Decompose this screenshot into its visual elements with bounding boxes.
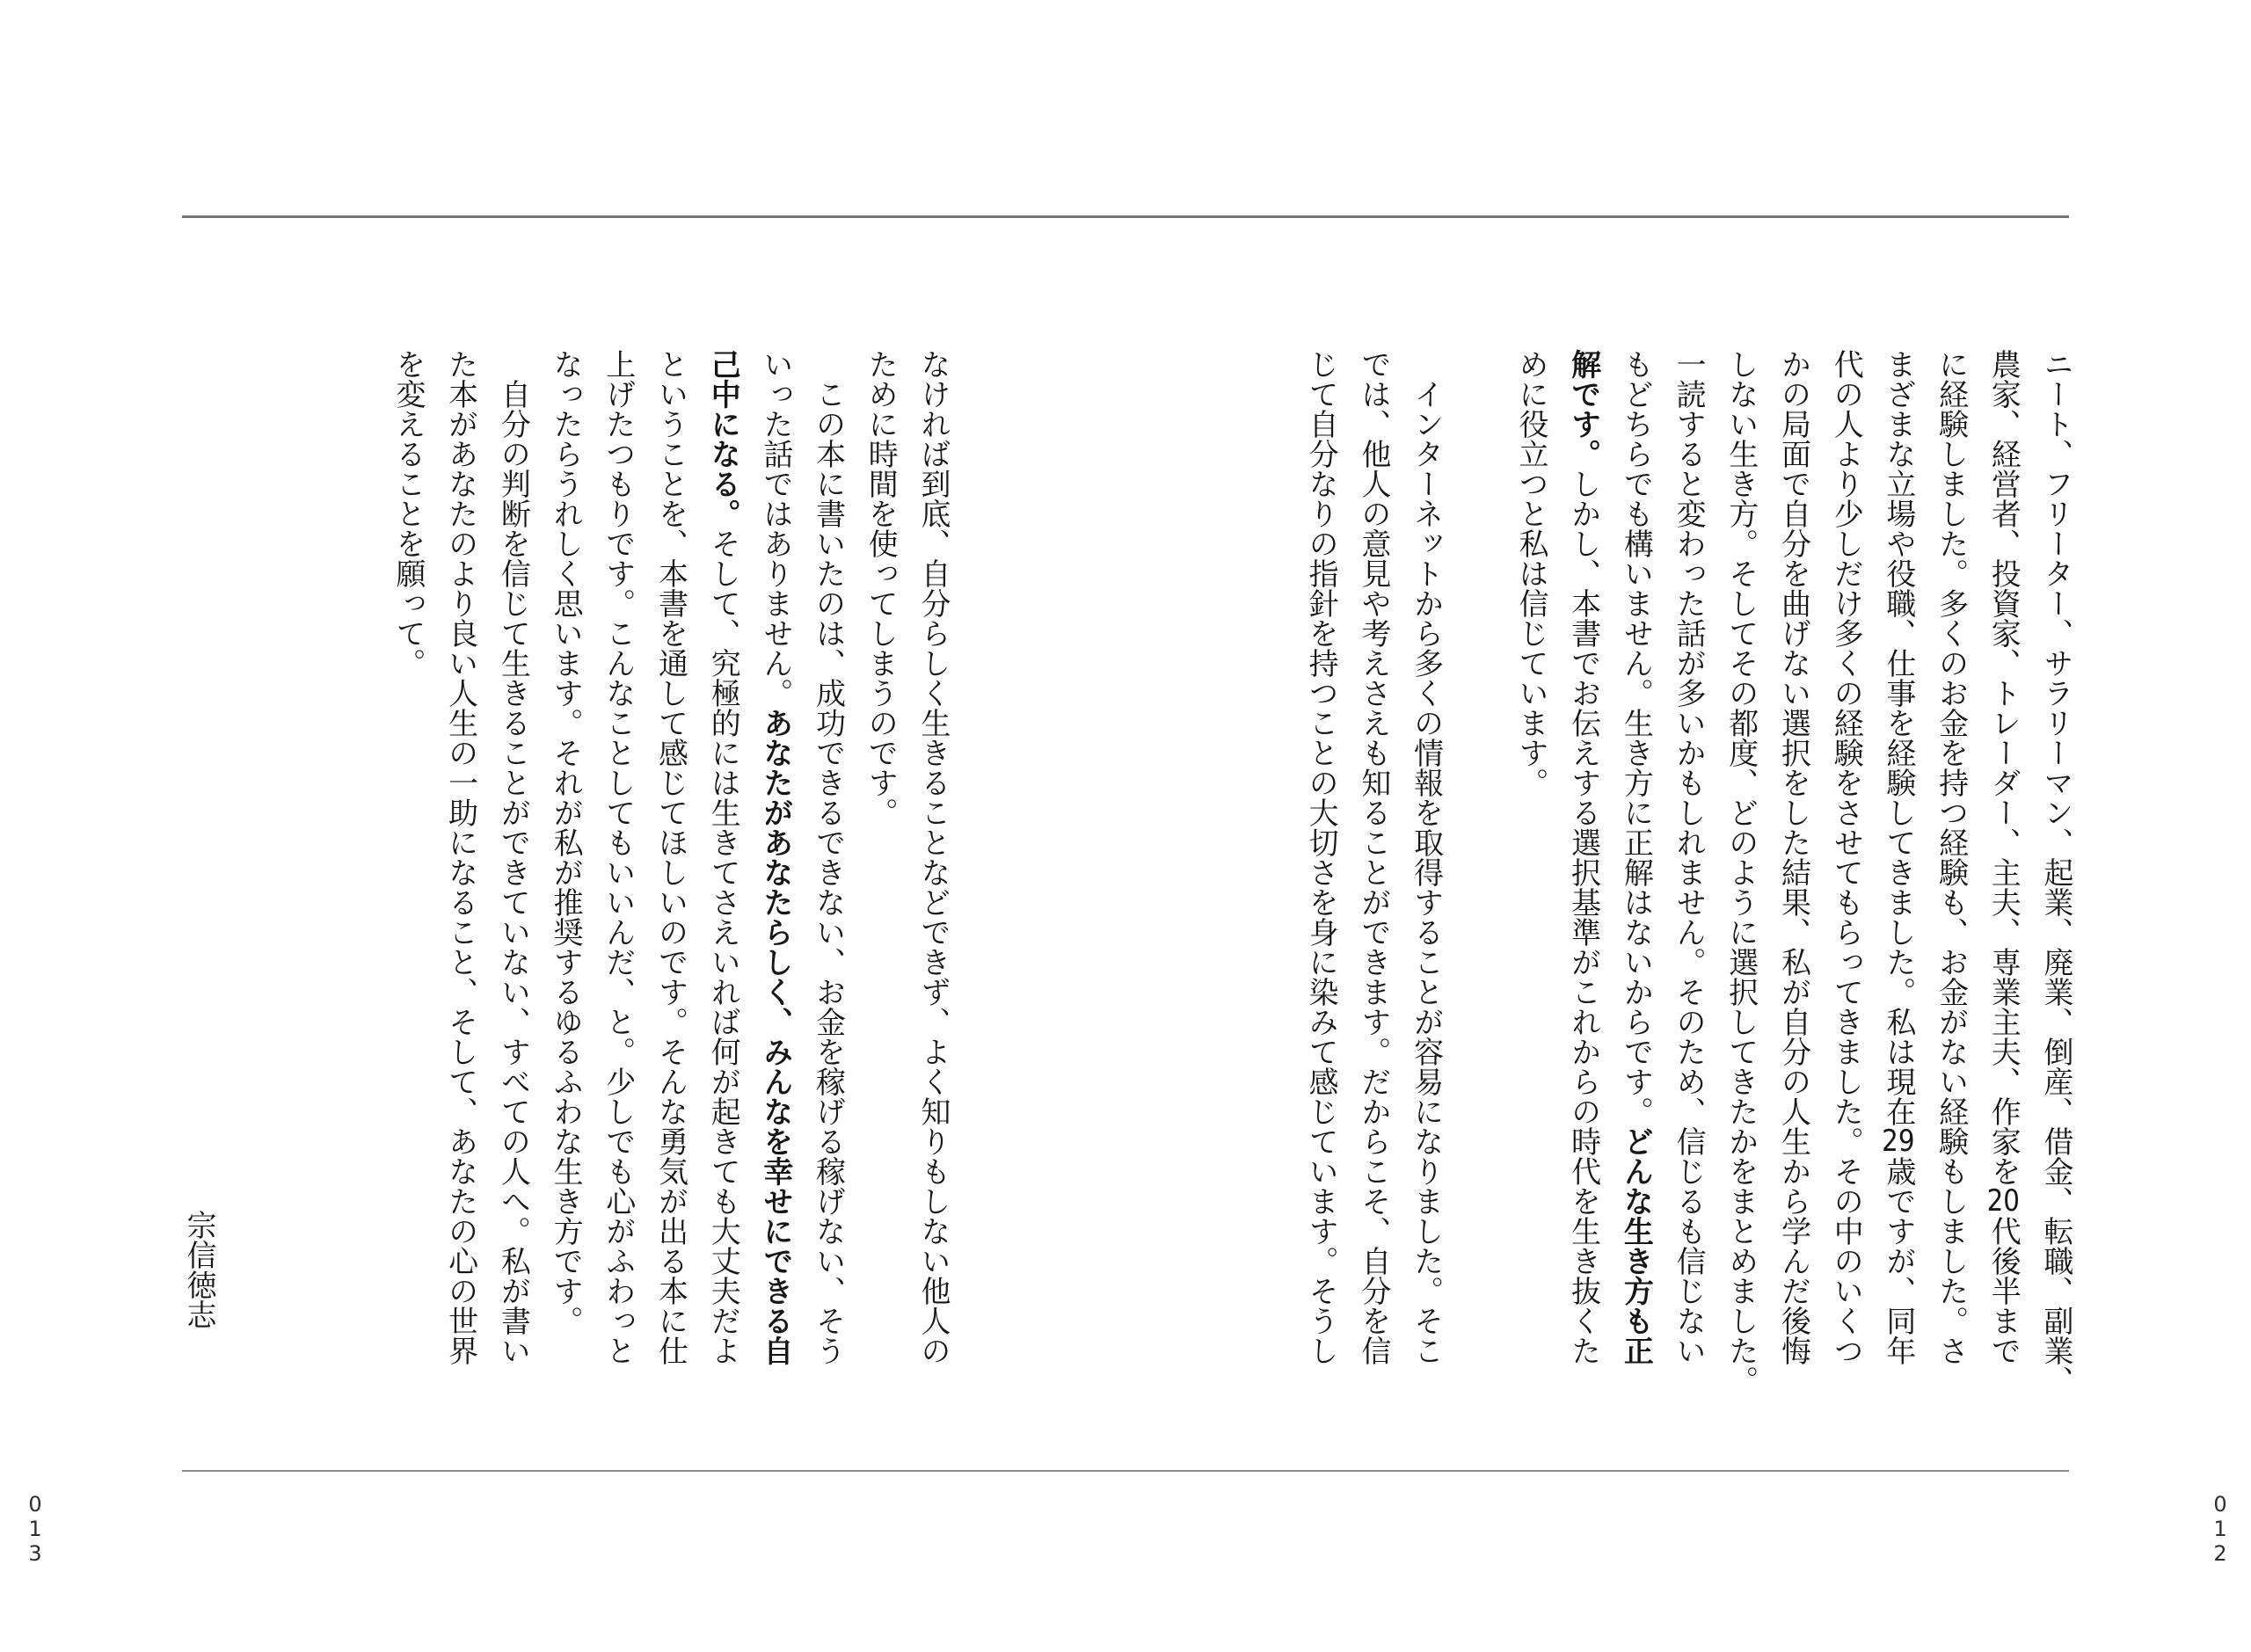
text-segment: 上げたつもりです。こんなことしてもいいんだ、と。少しでも心がふわっと [600,349,636,1365]
text-column [486,349,539,1365]
blank-column [1452,349,1504,1365]
text-column [1609,349,1662,1365]
text-segment: 歳ですが、同年 [1880,1156,1916,1365]
text-segment: もどちらでも構いません。生き方に正解はないからです。 [1618,349,1654,1126]
text-segment: かの局面で自分を曲げない選択をした結果、私が自分の人生から学んだ後悔 [1775,349,1811,1365]
text-column [1818,349,1871,1365]
author-signature: 宗信徳志 [181,1210,216,1329]
text-column [1346,349,1399,1365]
bold-text-segment: どんな生き方も正 [1618,1126,1654,1365]
text-column [906,349,958,1365]
text-column [591,349,644,1365]
bold-text-segment: 己中になる。 [705,349,741,528]
text-column [801,349,854,1365]
text-segment: そして、究極的には生きてさえいれば何が起きても大丈夫だよ [705,528,741,1365]
text-segment: ニート、フリーター、サラリーマン、起業、廃業、倒産、借金、転職、副業、 [2038,349,2073,1395]
text-column [1399,349,1452,1365]
text-segment: 一読すると変わった話が多いかもしれません。そのため、信じるも信じない [1671,349,1707,1365]
top-rule [182,215,2069,218]
text-segment: を変えることを願って。 [390,349,426,678]
bold-text-segment: あなたがあなたらしく、みんなを幸せにできる自 [757,708,793,1365]
text-column [1556,349,1609,1365]
text-segment: 農家、経営者、投資家、トレーダー、主夫、専業主夫、作家を [1985,349,2022,1186]
text-column [748,349,801,1365]
text-segment: しかし、本書でお伝えする選択基準がこれからの時代を生き抜くた [1565,469,1601,1365]
text-segment: ために時間を使ってしまうのです。 [863,349,899,827]
text-column [2029,349,2081,1395]
text-column [538,349,591,1365]
text-column [1871,349,1924,1365]
text-segment: いった話ではありません。 [757,349,793,708]
text-segment: しない生き方。そしてその都度、どのように選択してきたかをまとめました。 [1723,349,1759,1395]
text-segment: まざまな立場や役職、仕事を経験してきました。私は現在 [1880,349,1916,1126]
page-013-text-block [381,349,958,1365]
text-column [1504,349,1556,1365]
text-column [644,349,696,1365]
text-segment: なければ到底、自分らしく生きることなどできず、よく知りもしない他人の [915,349,951,1365]
text-column [433,349,486,1365]
text-column [696,349,748,1365]
tatechuyoko-number: 20 [1986,1186,2020,1216]
text-segment: 自分の判断を信じて生きることができていない、すべての人へ。私が書い [495,379,531,1365]
text-segment: この本に書いたのは、成功できるできない、お金を稼げる稼げない、そう [810,379,846,1365]
page-number-013: 013 [23,1492,47,1566]
text-segment: に経験しました。多くのお金を持つ経験も、お金がない経験もしました。さ [1933,349,1969,1365]
text-segment: では、他人の意見や考えさえも知ることができます。だからこそ、自分を信 [1355,349,1391,1365]
text-column [1767,349,1819,1365]
text-column [1977,349,2029,1365]
text-segment: 代の人より少しだけ多くの経験をさせてもらってきました。その中のいくつ [1828,349,1864,1365]
text-column [1714,349,1767,1395]
text-column [1924,349,1977,1365]
bold-text-segment: 解です。 [1565,349,1601,469]
text-column [381,349,433,1365]
text-segment: めに役立つと私は信じています。 [1512,349,1548,797]
text-column [854,349,907,1365]
page-012-text-block [1293,349,2081,1395]
tatechuyoko-number: 29 [1882,1126,1915,1156]
text-segment: インターネットから多くの情報を取得することが容易になりました。そこ [1408,379,1444,1365]
text-column [1293,349,1346,1365]
page-number-012: 012 [2208,1492,2233,1566]
text-segment: ということを、本書を通して感じてほしいのです。そんな勇気が出る本に仕 [652,349,688,1365]
text-segment: じて自分なりの指針を持つことの大切さを身に染みて感じています。そうし [1303,349,1339,1365]
text-column [1661,349,1714,1365]
bottom-rule [182,1470,2069,1472]
text-segment: なったらうれしく思います。それが私が推奨するゆるふわな生き方です。 [548,349,584,1335]
text-segment: た本があなたのより良い人生の一助になること、そして、あなたの心の世界 [442,349,478,1365]
text-segment: 代後半まで [1985,1216,2022,1365]
